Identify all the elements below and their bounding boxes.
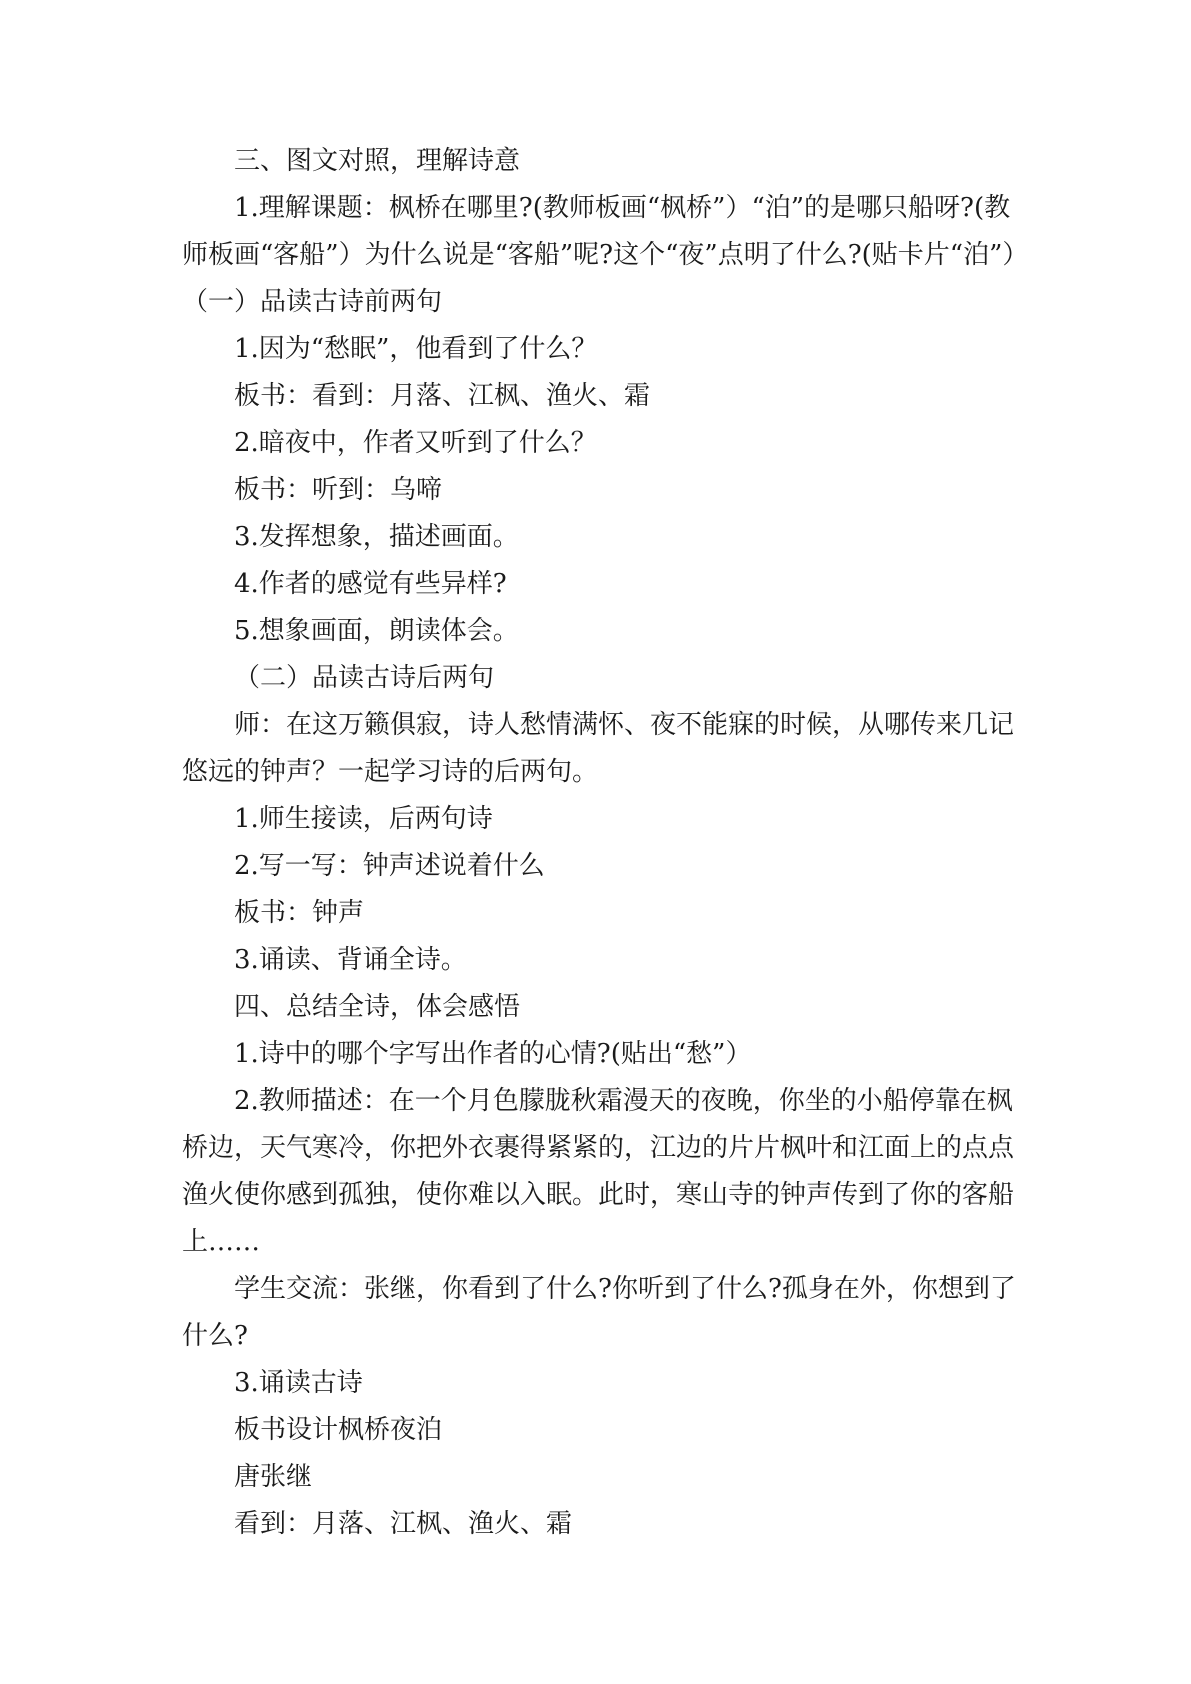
paragraph-item: 3.发挥想象，描述画面。 [234,522,519,552]
paragraph-item: 5.想象画面，朗读体会。 [234,616,519,646]
student-discussion: 学生交流：张继，你看到了什么?你听到了什么?孤身在外，你想到了什么? [182,1274,1016,1351]
paragraph-item: 2.写一写：钟声述说着什么 [234,851,545,881]
paragraph-item: 2.暗夜中，作者又听到了什么？ [234,428,597,458]
paragraph-item: 4.作者的感觉有些异样? [234,569,507,599]
paragraph-item: 1.师生接读，后两句诗 [234,804,493,834]
teacher-description: 2.教师描述：在一个月色朦胧秋霜漫天的夜晚，你坐的小船停靠在枫桥边，天气寒冷，你把外衣裹得紧紧的，江边的片片枫叶和江面上的点点渔火使你感到孤独，使你难以入眠。此时，寒山寺的钟声传到了你的客船上…… [182,1086,1015,1257]
blackboard-note: 板书：看到：月落、江枫、渔火、霜 [234,381,651,411]
teacher-speech: 师：在这万籁俱寂，诗人愁情满怀、夜不能寐的时候，从哪传来几记悠远的钟声？一起学习诗的后两句。 [182,710,1015,787]
section-heading-3: 三、图文对照，理解诗意 [234,146,521,176]
blackboard-note: 板书：钟声 [234,898,365,928]
blackboard-note: 看到：月落、江枫、渔火、霜 [234,1509,573,1539]
subsection-heading: （二）品读古诗后两句 [234,663,495,693]
paragraph-item: 3.诵读古诗 [234,1368,363,1398]
blackboard-design-title: 板书设计枫桥夜泊 [234,1415,443,1445]
paragraph-item: 1.诗中的哪个字写出作者的心情?(贴出“愁”） [234,1039,752,1069]
document-body [182,138,1020,1548]
paragraph-item: 1.因为“愁眠”，他看到了什么？ [234,334,598,364]
poem-author: 唐张继 [234,1462,313,1492]
section-heading-4: 四、总结全诗，体会感悟 [234,992,521,1022]
paragraph-title-explanation: 1.理解课题：枫桥在哪里?(教师板画“枫桥”）“泊”的是哪只船呀?(教师板画“客船”）为什么说是“客船”呢?这个“夜”点明了什么?(贴卡片“泊”）（一）品读古诗前两句 [182,193,1016,317]
paragraph-item: 3.诵读、背诵全诗。 [234,945,467,975]
blackboard-note: 板书：听到：乌啼 [234,475,443,505]
